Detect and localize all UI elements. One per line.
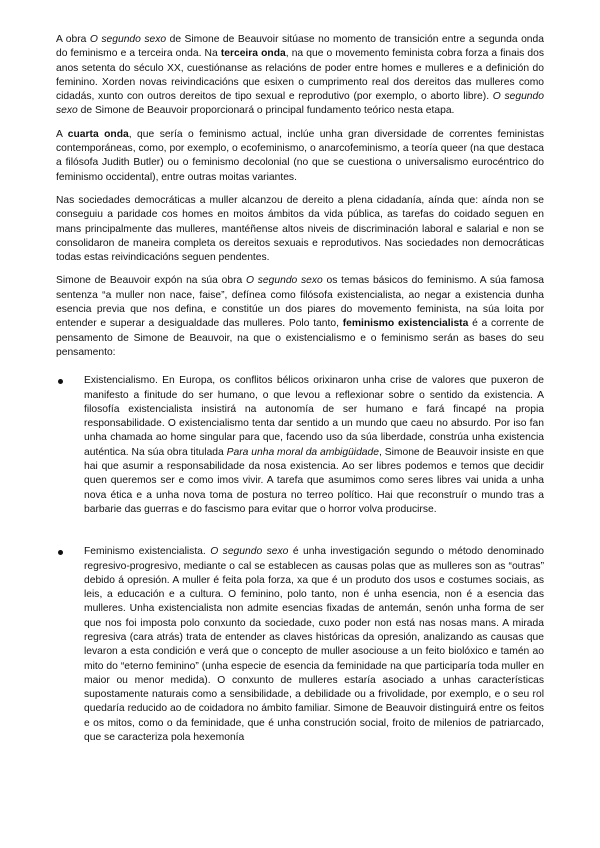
text-run: de Simone de Beauvoir sitúase no momento de transición entre a segunda onda do feminismo e a terceira onda. Na xyxy=(56,34,544,60)
text-run: Feminismo existencialista. xyxy=(84,546,211,558)
bullet-dot-icon xyxy=(58,550,63,555)
text-run: de Simone de Beauvoir proporcionará o principal fundamento teórico nesta etapa. xyxy=(77,105,455,117)
italic-title: O segundo sexo xyxy=(210,546,289,558)
text-run: Existencialismo. En Europa, os conflitos bélicos orixinaron unha crise de valores que puxeron de manifesto a finitude do ser humano, o que levou a reflexionar sobre o sentido da existencia. A filosofía existencialista insistirá na autonomía de ser humano e fará fincapé na propia responsabilidade. O existencialismo tenta dar sentido a un mundo que caeu no absurdo. Por iso fan unha chamada ao home singular para que, facendo uso da súa liberdade, constrúa unha existencia auténtica. Na súa obra titulada xyxy=(84,375,544,458)
italic-title: O segundo sexo xyxy=(56,91,544,117)
bold-term: feminismo existencialista xyxy=(342,318,469,330)
bullet-dot-icon xyxy=(58,379,63,384)
text-run: os temas básicos do feminismo. A súa famosa sentenza “a muller non nace, faise”, defínea como filósofa existencialista, ao negar a existencia dunha esencia previa que nos defina, e constitúe un dos piares do movemento feminista, na súa loita por entender e superar a desigualdade das mulleres. Polo tanto, xyxy=(56,275,544,330)
paragraph-terceira-onda xyxy=(56,33,544,119)
paragraph-cuarta-onda xyxy=(56,128,544,185)
text-run: é unha investigación segundo o método denominado regresivo-progresivo, mediante o cal se establecen as causas polas que as mulleres son as “outras” debido á opresión. A muller é feita pola forza, xa que é un produto dos usos e costumes sociais, as leis, a educación e a cultura. O feminino, polo tanto, non é unha esencia, non é a esencia das mulleres. Unha existencialista non admite esencias fixadas de antemán, senón unha forma de ser que nos foi imposta polo conxunto da sociedade, cuxo poder non está nas nosas mans. A mirada regresiva (cara atrás) trata de entender as claves históricas da opresión, analizando as causas que levaron a esta condición e verá que o concepto de muller asociouse a un feito biolóxico e tamén ao mito do “eterno feminino” (unha especie de esencia da feminidade na que participaría toda muller en maior ou menor medida). O conxunto de mulleres estaría asociado a unhas características supostamente naturais como a sensibilidade, a debilidade ou a frivolidade, por exemplo, e o seu rol quedaría reducido ao de coidadora no ámbito familiar. Simone de Beauvoir distinguirá entre os feitos e os mitos, como o da feminidade, que é unha construción social, froito de milenios de patriarcado, que se caracteriza pola hexemonía xyxy=(84,546,544,744)
italic-title: O segundo sexo xyxy=(246,275,323,287)
bold-term: cuarta onda xyxy=(67,128,129,140)
text-run: , na que o movemento feminista cobra forza a finais dos anos setenta do século XX, cuestiónanse as relacións de poder entre homes e mulleres e a definición do feminino. Xorden novas reivindicacións que esixen o cumprimento real dos dereitos das mulleres como cidadás, xunto con outros dereitos de tipo sexual e reprodutivo (por exemplo, o aborto libre). xyxy=(56,48,544,103)
body-text xyxy=(56,33,544,745)
italic-title: O segundo sexo xyxy=(89,34,167,45)
text-run: é a corrente de pensamento de Simone de Beauvoir, na que o existencialismo e o feminismo serán as bases do seu pensamento: xyxy=(56,318,544,358)
text-run: A xyxy=(56,128,68,140)
text-run: A obra xyxy=(56,34,90,45)
bold-term: terceira onda xyxy=(220,48,286,60)
text-run: , Simone de Beauvoir insiste en que hai que asumir a responsabilidade da nosa existencia. Ao ser libres podemos e temos que decidir quen queremos ser e como imos vivir. A tarefa que asumimos como seres libres vai unida a unha nova ética e a unha nova toma de postura no terreo político. Hai que reconstruír o mundo tras a barbarie das guerras e do fascismo para evitar que o horror volva producirse. xyxy=(84,446,544,515)
bullet-list xyxy=(56,374,544,745)
paragraph-sociedades-democraticas xyxy=(56,194,544,265)
list-item-existencialismo xyxy=(56,374,544,517)
text-run: Simone de Beauvoir expón na súa obra xyxy=(56,275,246,287)
list-item-feminismo-existencialista xyxy=(56,545,544,745)
text-run: , que sería o feminismo actual, inclúe unha gran diversidade de correntes feministas contemporáneas, como, por exemplo, o ecofeminismo, o anarcofeminismo, a teoría queer (na que destaca a filósofa Judith Butler) ou o feminismo decolonial (no que se cuestiona o universalismo eurocéntrico do feminismo occidental), entre outras moitas variantes. xyxy=(56,128,544,183)
italic-title: Para unha moral da ambigüidade xyxy=(226,446,379,458)
paragraph-simone-de-beauvoir xyxy=(56,274,544,360)
text-run: Nas sociedades democráticas a muller alcanzou de dereito a plena cidadanía, aínda que: aínda non se conseguiu a paridade cos homes en moitos ámbitos da vida pública, as tarefas do coidado seguen en mans principalmente das mulleres, mantéñense altos niveis de discriminación laboral e salarial e non se consolidaron de maneira completa os dereitos sexuais e reprodutivos. Nas sociedades non democráticas todas estas reivindicacións seguen pendentes. xyxy=(56,194,544,264)
